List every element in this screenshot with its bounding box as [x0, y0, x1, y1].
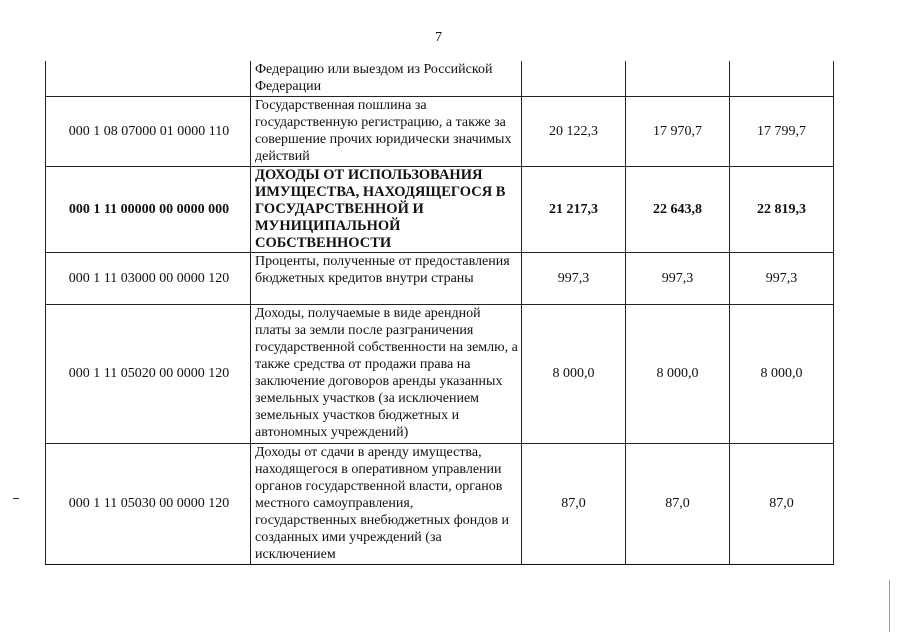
table-row [46, 252, 834, 304]
value-cell-3: 8 000,0 [730, 304, 834, 443]
value-cell-3: 997,3 [730, 252, 834, 304]
value-cell-2: 997,3 [626, 252, 730, 304]
description-cell: Доходы, получаемые в виде арендной платы за земли после разграничения государственной собственности на землю, а также средства от продажи права на заключение договоров аренды указанных земельных участков (за исключением земельных участков бюджетных и автономных учреждений) [251, 304, 522, 443]
value-cell-1: 21 217,3 [522, 166, 626, 252]
value-cell-1 [522, 61, 626, 96]
table-row [46, 304, 834, 443]
value-cell-3: 17 799,7 [730, 96, 834, 166]
value-cell-1: 87,0 [522, 443, 626, 564]
scan-margin-mark [13, 498, 19, 499]
budget-code-cell: 000 1 11 05030 00 0000 120 [46, 443, 251, 564]
budget-code-cell: 000 1 11 00000 00 0000 000 [46, 166, 251, 252]
value-cell-2: 22 643,8 [626, 166, 730, 252]
scan-edge-line [889, 580, 890, 632]
value-cell-1: 8 000,0 [522, 304, 626, 443]
budget-code-cell: 000 1 08 07000 01 0000 110 [46, 96, 251, 166]
value-cell-2: 8 000,0 [626, 304, 730, 443]
value-cell-1: 20 122,3 [522, 96, 626, 166]
revenue-table [45, 61, 834, 565]
table-row [46, 61, 834, 96]
budget-code-cell: 000 1 11 03000 00 0000 120 [46, 252, 251, 304]
description-cell: Федерацию или выездом из Российской Федерации [251, 61, 522, 96]
description-cell: Государственная пошлина за государственную регистрацию, а также за совершение прочих юридически значимых действий [251, 96, 522, 166]
description-cell: ДОХОДЫ ОТ ИСПОЛЬЗОВАНИЯ ИМУЩЕСТВА, НАХОДЯЩЕГОСЯ В ГОСУДАРСТВЕННОЙ И МУНИЦИПАЛЬНОЙ СОБСТВЕННОСТИ [251, 166, 522, 252]
value-cell-2: 17 970,7 [626, 96, 730, 166]
budget-code-cell [46, 61, 251, 96]
value-cell-2 [626, 61, 730, 96]
description-cell: Доходы от сдачи в аренду имущества, находящегося в оперативном управлении органов государственной власти, органов местного самоуправления, государственных внебюджетных фондов и созданных ими учреждений (за исключением [251, 443, 522, 564]
table-row [46, 96, 834, 166]
value-cell-3 [730, 61, 834, 96]
budget-code-cell: 000 1 11 05020 00 0000 120 [46, 304, 251, 443]
table-row [46, 443, 834, 564]
page-number: 7 [435, 30, 442, 45]
value-cell-2: 87,0 [626, 443, 730, 564]
table-row-section-header [46, 166, 834, 252]
value-cell-3: 22 819,3 [730, 166, 834, 252]
description-cell: Проценты, полученные от предоставления бюджетных кредитов внутри страны [251, 252, 522, 304]
value-cell-3: 87,0 [730, 443, 834, 564]
value-cell-1: 997,3 [522, 252, 626, 304]
